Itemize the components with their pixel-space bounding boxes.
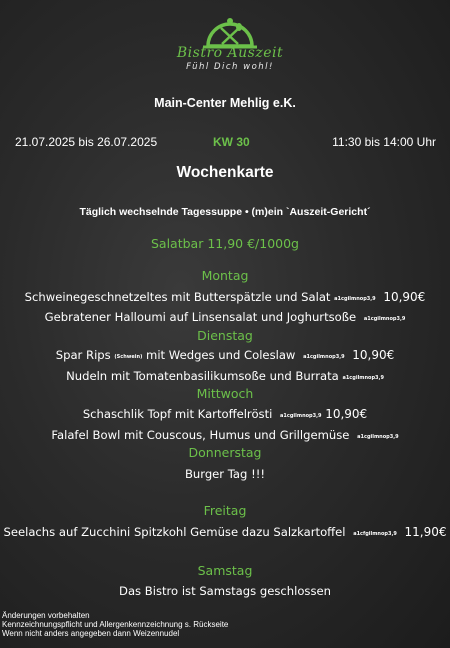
day-heading-freitag: Freitag (203, 503, 247, 518)
footer-line: Änderungen vorbehalten (2, 611, 90, 620)
dish-name: Schaschlik Topf mit Kartoffelrösti (82, 407, 273, 421)
dish-name: Burger Tag !!! (184, 467, 266, 481)
day-heading-montag: Montag (201, 268, 249, 283)
date-range: 21.07.2025 bis 26.07.2025 (15, 135, 158, 149)
logo-tagline: Fühl Dich wohl! (186, 62, 274, 72)
dish-row (0, 523, 450, 544)
dish-name-continued: mit Wedges und Coleslaw (146, 348, 296, 362)
allergen-codes: a1cgilmnop3,9 (280, 413, 322, 419)
dish-row (0, 346, 450, 367)
allergen-codes: a1cgilmnop3,9 (363, 316, 406, 322)
allergen-codes: a1cfgilmnop3,9 (353, 531, 397, 537)
dish-row (0, 405, 450, 426)
day-heading-dienstag: Dienstag (197, 328, 253, 343)
dish-name: Schweinegeschnetzeltes mit Butterspätzle und Salat (24, 290, 331, 304)
dish-price: 10,90€ (325, 407, 368, 421)
page-title: Wochenkarte (176, 164, 274, 181)
dish-price: 10,90€ (383, 290, 426, 304)
allergen-codes: a1cgilmnop3,9 (342, 375, 384, 381)
allergen-codes: a1cgilmnop3,9 (334, 296, 376, 302)
allergen-codes: a1cgilmnop3,9 (303, 354, 345, 360)
dish-row (0, 288, 450, 309)
dish-name: Seelachs auf Zucchini Spitzkohl Gemüse dazu Salzkartoffel (3, 525, 346, 539)
company-name: Main-Center Mehlig e.K. (154, 96, 296, 110)
logo-name: Bistro Auszeit (176, 45, 284, 61)
closed-notice: Das Bistro ist Samstags geschlossen (119, 584, 331, 598)
dish-name: Spar Rips (55, 348, 111, 362)
week-number: KW 30 (213, 135, 250, 149)
dish-row (0, 426, 450, 447)
dish-row (0, 367, 450, 388)
allergen-codes: a1cgilmnop3,9 (357, 434, 399, 440)
footer-notes (2, 611, 228, 638)
opening-hours: 11:30 bis 14:00 Uhr (332, 135, 436, 149)
day-heading-mittwoch: Mittwoch (196, 386, 254, 401)
dish-price: 11,90€ (404, 525, 447, 539)
dish-note: (Schwein) (114, 354, 143, 360)
day-heading-samstag: Samstag (197, 563, 253, 578)
subtitle: Täglich wechselnde Tagessuppe • (m)ein `Auszeit-Gericht´ (79, 206, 371, 218)
footer-line: Wenn nicht anders angegeben dann Weizennudel (2, 629, 180, 638)
footer-line: Kennzeichnungspflicht und Allergenkennzeichnung s. Rückseite (2, 620, 229, 629)
salad-bar: Salatbar 11,90 €/1000g (150, 236, 299, 251)
dish-name: Nudeln mit Tomatenbasilikumsoße und Burrata (66, 369, 339, 383)
dish-row (0, 465, 450, 484)
dish-price: 10,90€ (352, 348, 395, 362)
dish-row (0, 308, 450, 329)
dish-name: Gebratener Halloumi auf Linsensalat und Joghurtsoße (44, 310, 357, 324)
dish-name: Falafel Bowl mit Couscous, Humus und Grillgemüse (51, 428, 350, 442)
day-heading-donnerstag: Donnerstag (188, 445, 262, 460)
